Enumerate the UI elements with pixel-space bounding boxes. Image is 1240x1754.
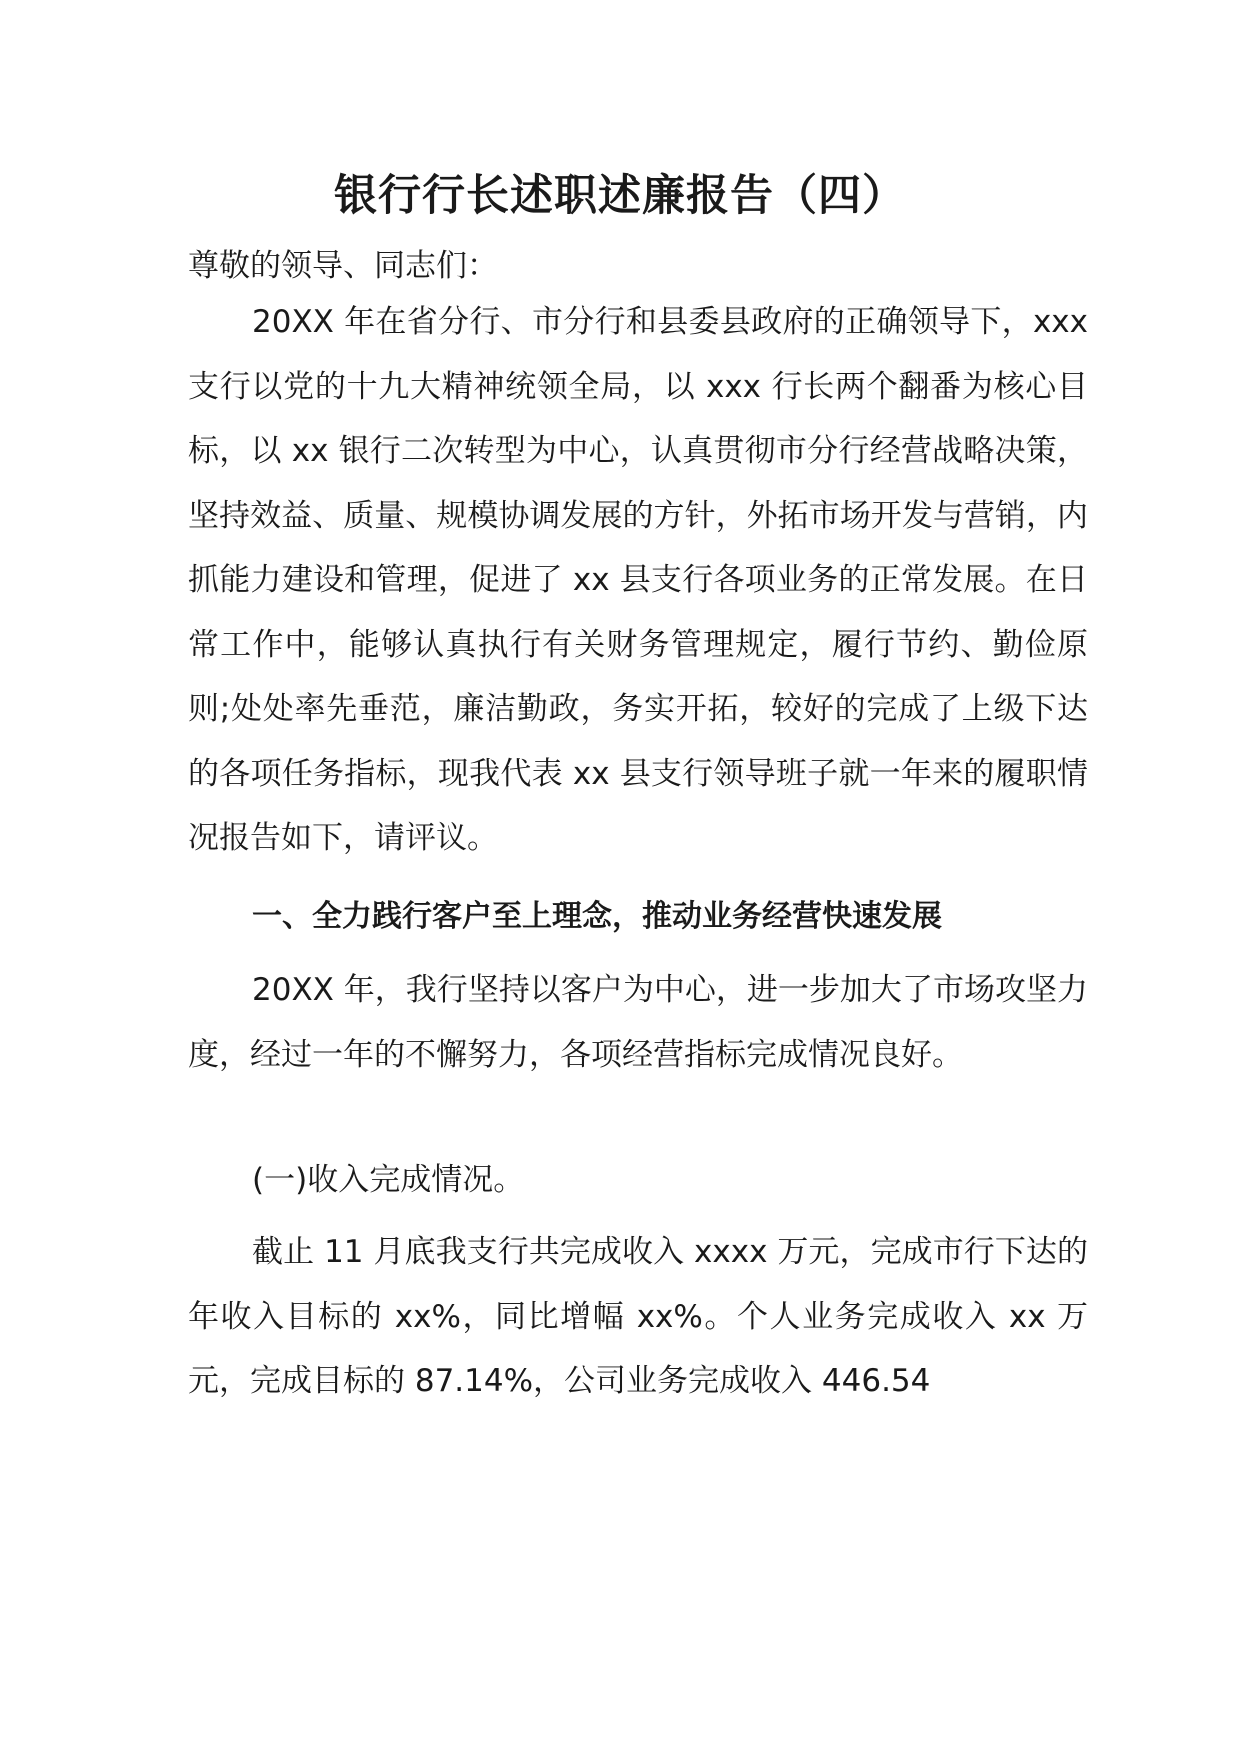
- paragraph-income: 截止 11 月底我支行共完成收入 xxxx 万元，完成市行下达的年收入目标的 xx%，同比增幅 xx%。个人业务完成收入 xx 万元，完成目标的 87.14%，公司业务完成收入 446.54: [188, 1234, 1088, 1399]
- subheading-income: (一)收入完成情况。: [252, 1162, 525, 1198]
- salutation: 尊敬的领导、同志们：: [188, 248, 498, 284]
- paragraph-section-1-intro: 20XX 年，我行坚持以客户为中心，进一步加大了市场攻坚力度，经过一年的不懈努力，各项经营指标完成情况良好。: [188, 972, 1088, 1073]
- section-heading-1: 一、全力践行客户至上理念，推动业务经营快速发展: [252, 899, 942, 934]
- paragraph-intro: 20XX 年在省分行、市分行和县委县政府的正确领导下，xxx 支行以党的十九大精神统领全局，以 xxx 行长两个翻番为核心目标，以 xx 银行二次转型为中心，认真贯彻市分行经营战略决策，坚持效益、质量、规模协调发展的方针，外拓市场开发与营销，内抓能力建设和管理，促进了 xx 县支行各项业务的正常发展。在日常工作中，能够认真执行有关财务管理规定，履行节约、勤俭原则;处处率先垂范，廉洁勤政，务实开拓，较好的完成了上级下达的各项任务指标，现我代表 xx 县支行领导班子就一年来的履职情况报告如下，请评议。: [188, 304, 1088, 856]
- document-title: 银行行长述职述廉报告（四）: [334, 171, 906, 221]
